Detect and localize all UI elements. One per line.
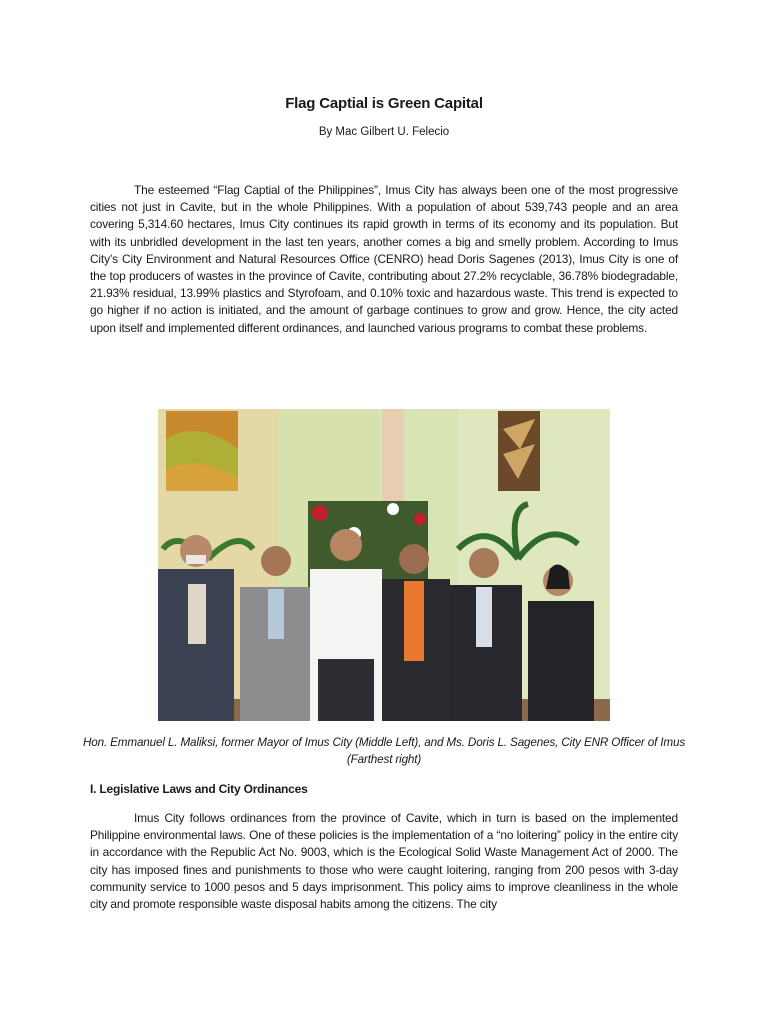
group-photo	[158, 409, 610, 721]
ordinances-paragraph-text: Imus City follows ordinances from the province of Cavite, which in turn is based on the implemented Philippine environmental laws. One of these policies is the implementation of a “no loitering” policy in the entire city in accordance with the Republic Act No. 9003, which is the Ecological Solid Waste Management Act of 2000. The city has imposed fines and punishments to those who were caught loitering, ranging from 200 pesos with 3-day community service to 1000 pesos and 5 days imprisonment. This policy aims to improve cleanliness in the whole city and promote responsible waste disposal habits among the citizens. The city	[90, 811, 678, 912]
section-heading: I. Legislative Laws and City Ordinances	[90, 782, 308, 796]
intro-paragraph-text: The esteemed “Flag Captial of the Philippines”, Imus City has always been one of the most progressive cities not just in Cavite, but in the whole Philippines. With a population of about 539,743 people and an area covering 5,314.60 hectares, Imus City continues its rapid growth in terms of its economy and its population. But with its unbridled development in the last ten years, another comes a big and smelly problem. According to Imus City’s City Environment and Natural Resources Office (CENRO) head Doris Sagenes (2013), Imus City is one of the top producers of wastes in the province of Cavite, contributing about 27.2% recyclable, 36.78% biodegradable, 21.93% residual, 13.99% plastics and Styrofoam, and 0.10% toxic and hazardous waste. This trend is expected to go higher if no action is initiated, and the amount of garbage continues to grow and grow. Hence, the city acted upon itself and implemented different ordinances, and launched various programs to combat these problems.	[90, 183, 678, 335]
intro-paragraph	[90, 182, 678, 337]
photo-caption: Hon. Emmanuel L. Maliksi, former Mayor of Imus City (Middle Left), and Ms. Doris L. Sagenes, City ENR Officer of Imus (Farthest right)	[82, 736, 686, 766]
document-title: Flag Captial is Green Capital	[285, 95, 483, 112]
author-byline: By Mac Gilbert U. Felecio	[318, 126, 450, 138]
ordinances-paragraph	[90, 810, 678, 913]
